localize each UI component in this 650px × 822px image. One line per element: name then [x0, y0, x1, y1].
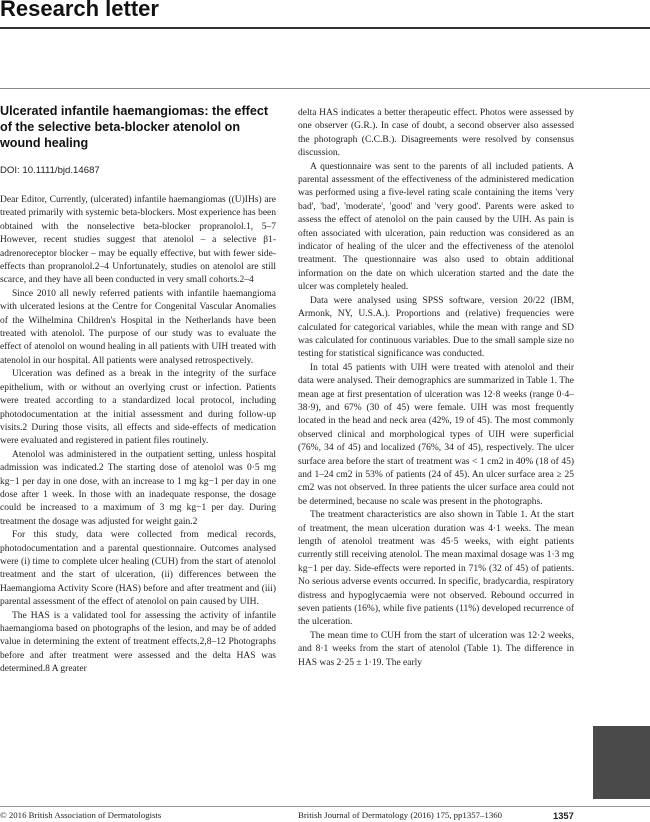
- header-rule-thin: [0, 88, 650, 89]
- footer-copyright: © 2016 British Association of Dermatologists: [0, 810, 162, 820]
- paragraph: Atenolol was administered in the outpatient setting, unless hospital admission was indicated.2 The starting dose of atenolol was 0·5 mg kg−1 per day in one dose, with an increase to 1 mg kg−1 per day in one dose after 1 week. In those with an inadequate response, the dosage could be increased to a maximum of 3 mg kg−1 per day. During treatment the dosage was adjusted for weight gain.2: [0, 449, 276, 527]
- paragraph: The treatment characteristics are also shown in Table 1. At the start of treatment, the mean ulceration duration was 4·1 weeks. The mean length of atenolol treatment was 45·5 weeks, with eight patients currently still receiving atenolol. The mean maximal dosage was 1·3 mg kg−1 per day. Side-effects were reported in 71% (32 of 45) of patients. No serious adverse events occurred. In specific, bradycardia, respiratory distress and hypoglycaemia were not observed. Rebound occurred in seven patients (16%), while five patients (11%) developed recurrence of the ulceration.: [298, 510, 574, 628]
- paragraph: delta HAS indicates a better therapeutic effect. Photos were assessed by one observer (G.R.). In case of doubt, a second observer also assessed the photograph (C.C.B.). Disagreements were resolved by consensus discussion.: [298, 108, 574, 159]
- paragraph: The HAS is a validated tool for assessing the activity of infantile haemangioma based on photographs of the lesion, and may be of added value in determining the extent of treatment effects.2,8–12 Photographs before and after treatment were assessed and the delta HAS was determined.8 A greater: [0, 610, 276, 675]
- paragraph: For this study, data were collected from medical records, photodocumentation and a parental questionnaire. Outcomes analysed were (i) time to complete ulcer healing (CUH) from the start of atenolol treatment and the start of ulceration, (ii) differences between the Haemangioma Activity Score (HAS) before and after treatment and (iii) parental assessment of the effect of atenolol on pain caused by UIH.: [0, 530, 276, 608]
- section-title: Research letter: [0, 0, 159, 21]
- paragraph: The mean time to CUH from the start of ulceration was 12·2 weeks, and 8·1 weeks from the start of atenolol (Table 1). The difference in HAS was 2·25 ± 1·19. The early: [298, 630, 574, 668]
- side-tab: [593, 726, 650, 799]
- paragraph: Dear Editor, Currently, (ulcerated) infantile haemangiomas ((U)IHs) are treated primarily with systemic beta-blockers. Most experience has been obtained with the nonselective beta-blocker propranolol.1, 5–7 However, recent studies suggest that atenolol – a selective β1-adrenoreceptor blocker – may be equally effective, but with fewer side-effects than propranolol.2–4 Unfortunately, studies on atenolol are still scarce, and they have all been conducted in very small cohorts.2–4: [0, 195, 276, 286]
- doi-link[interactable]: DOI: 10.1111/bjd.14687: [0, 165, 100, 176]
- page-number: 1357: [553, 810, 574, 821]
- body-column-right: [298, 107, 574, 670]
- paragraph: Ulceration was defined as a break in the integrity of the surface epithelium, with or without an overlying crust or infection. Patients were treated according to a standardized local protocol, including photodocumentation at the initial assessment and during follow-up visits.2 During those visits, all effects and side-effects of medication were evaluated and registered in patient files routinely.: [0, 369, 276, 447]
- article-title: Ulcerated infantile haemangiomas: the effect of the selective beta-blocker atenolol on wound healing: [0, 104, 269, 150]
- paragraph: Data were analysed using SPSS software, version 20/22 (IBM, Armonk, NY, U.S.A.). Proportions and (relative) frequencies were calculated for categorical variables, while the mean with range and SD was calculated for continuous variables. Due to the small sample size no testing for statistical significance was conducted.: [298, 295, 574, 360]
- paragraph: Since 2010 all newly referred patients with infantile haemangioma with ulcerated lesions at the Centre for Congenital Vascular Anomalies of the Wilhelmina Children's Hospital in the Netherlands have been treated with atenolol. The purpose of our study was to evaluate the effect of atenolol on wound healing in all patients with UIH treated with atenolol in our hospital. All patients were analysed retrospectively.: [0, 288, 276, 366]
- header-rule-thick: [0, 27, 650, 29]
- paragraph: In total 45 patients with UIH were treated with atenolol and their data were analysed. Their demographics are summarized in Table 1. The mean age at first presentation of ulceration was 12·8 weeks (range 0·4–38·9), and 67% (30 of 45) were female. UIH was most frequently located in the head and neck area (42%, 19 of 45). The most commonly observed clinical and morphological types of UIH were superficial (76%, 34 of 45) and localized (76%, 34 of 45), respectively. The ulcer surface area before the start of treatment was < 1 cm2 in 40% (18 of 45) and 1–24 cm2 in 53% of patients (24 of 45). An ulcer surface area ≥ 25 cm2 was not observed. In three patients the ulcer surface area could not be determined, because no scale was present in the photographs.: [298, 362, 574, 507]
- footer-journal: British Journal of Dermatology (2016) 175, pp1357–1360: [298, 810, 503, 820]
- footer-rule: [0, 806, 650, 807]
- paragraph: A questionnaire was sent to the parents of all included patients. A parental assessment of the effectiveness of the administered medication was performed using a five-level rating scale containing the items 'very bad', 'bad', 'moderate', 'good' and 'very good'. Parents were asked to assess the effect of atenolol on the pain caused by the UIH. As pain is often associated with ulceration, pain reduction was considered as an indicator of healing of the ulcer and the effectiveness of the atenolol treatment. The questionnaire was also used to obtain additional information on the date on which ulceration started and the date the ulcer was completely healed.: [298, 161, 574, 293]
- body-column-left: [0, 194, 276, 677]
